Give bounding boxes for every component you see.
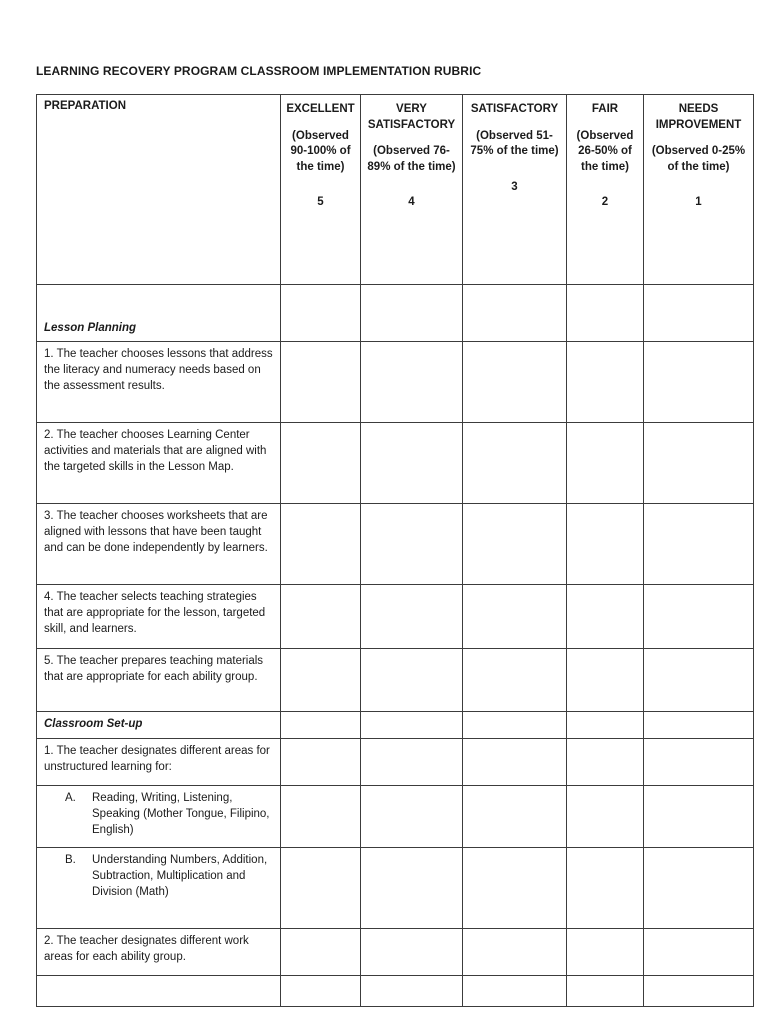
rating-cell <box>463 976 567 1007</box>
rating-cell <box>644 342 754 423</box>
criterion-text: Understanding Numbers, Addition, Subtraction, Multiplication and Division (Math) <box>92 854 268 899</box>
rating-cell <box>281 929 361 976</box>
rating-cell <box>361 786 463 848</box>
column-header-preparation: PREPARATION <box>37 95 281 285</box>
rating-cell <box>644 786 754 848</box>
rating-cell <box>281 504 361 585</box>
rating-cell <box>463 786 567 848</box>
rating-cell <box>567 976 644 1007</box>
rating-cell <box>644 712 754 739</box>
rating-description: (Observed 76-89% of the time) <box>367 145 456 173</box>
rating-cell <box>644 976 754 1007</box>
table-row <box>37 929 754 976</box>
rating-cell <box>644 423 754 504</box>
rating-cell <box>644 585 754 649</box>
criterion-lettered <box>37 786 281 848</box>
rating-cell <box>281 342 361 423</box>
rating-cell <box>567 649 644 712</box>
criterion-text <box>37 976 281 1007</box>
list-letter: B. <box>65 854 76 866</box>
rating-cell <box>463 929 567 976</box>
rating-cell <box>567 285 644 342</box>
criterion-text: 4. The teacher selects teaching strategies that are appropriate for the lesson, targeted skill, and learners. <box>37 585 281 649</box>
rating-cell <box>361 848 463 929</box>
criterion-text: 3. The teacher chooses worksheets that are aligned with lessons that have been taught and can be done independently by learners. <box>37 504 281 585</box>
criterion-text: 1. The teacher chooses lessons that address the literacy and numeracy needs based on the assessment results. <box>37 342 281 423</box>
column-header-satisfactory <box>463 95 567 285</box>
table-row <box>37 649 754 712</box>
rating-cell <box>361 929 463 976</box>
rating-label: EXCELLENT <box>286 103 355 115</box>
rating-cell <box>361 504 463 585</box>
rating-cell <box>644 848 754 929</box>
table-row <box>37 504 754 585</box>
rating-cell <box>463 649 567 712</box>
rating-cell <box>463 848 567 929</box>
rating-cell <box>644 649 754 712</box>
rating-cell <box>644 285 754 342</box>
rating-cell <box>567 929 644 976</box>
rating-cell <box>463 342 567 423</box>
rating-label: FAIR <box>591 103 619 115</box>
rating-cell <box>463 712 567 739</box>
criterion-text: 2. The teacher chooses Learning Center activities and materials that are aligned with the targeted skills in the Lesson Map. <box>37 423 281 504</box>
table-row <box>37 786 754 848</box>
rating-cell <box>361 342 463 423</box>
table-row <box>37 712 754 739</box>
column-header-needs-improvement <box>644 95 754 285</box>
rating-cell <box>281 712 361 739</box>
table-row <box>37 423 754 504</box>
rating-description: (Observed 90-100% of the time) <box>290 129 351 173</box>
rating-label: VERY SATISFACTORY <box>367 103 456 131</box>
rating-cell <box>463 423 567 504</box>
rating-cell <box>567 585 644 649</box>
header-row <box>37 95 754 285</box>
rating-cell <box>463 504 567 585</box>
column-header-excellent <box>281 95 361 285</box>
rating-cell <box>463 285 567 342</box>
rating-score: 1 <box>695 196 702 209</box>
criterion-text: 2. The teacher designates different work areas for each ability group. <box>37 929 281 976</box>
page-title: LEARNING RECOVERY PROGRAM CLASSROOM IMPLEMENTATION RUBRIC <box>36 64 482 78</box>
rating-score: 5 <box>317 196 324 209</box>
section-header-lesson-planning: Lesson Planning <box>37 285 281 342</box>
rating-cell <box>361 739 463 786</box>
table-row <box>37 285 754 342</box>
rating-cell <box>567 739 644 786</box>
rating-score: 2 <box>601 196 609 209</box>
table-row <box>37 976 754 1007</box>
rating-cell <box>281 848 361 929</box>
section-header-classroom-setup: Classroom Set-up <box>37 712 281 739</box>
rubric-table <box>36 94 754 1007</box>
rating-cell <box>644 739 754 786</box>
rating-cell <box>567 342 644 423</box>
list-letter: A. <box>65 792 76 804</box>
criterion-text: Reading, Writing, Listening, Speaking (Mother Tongue, Filipino, English) <box>92 792 270 837</box>
criterion-text: 5. The teacher prepares teaching materials that are appropriate for each ability group. <box>37 649 281 712</box>
rating-cell <box>281 739 361 786</box>
table-row <box>37 739 754 786</box>
rating-cell <box>463 585 567 649</box>
rating-score: 3 <box>511 180 518 193</box>
rating-cell <box>463 739 567 786</box>
rating-score: 4 <box>408 196 415 209</box>
criterion-text: 1. The teacher designates different areas for unstructured learning for: <box>37 739 281 786</box>
rating-cell <box>361 285 463 342</box>
rating-cell <box>361 423 463 504</box>
rating-description: (Observed 0-25% of the time) <box>651 145 746 173</box>
rating-cell <box>644 504 754 585</box>
rating-cell <box>361 585 463 649</box>
rating-cell <box>567 423 644 504</box>
table-row <box>37 342 754 423</box>
column-header-fair <box>567 95 644 285</box>
rating-label: SATISFACTORY <box>470 103 559 115</box>
rating-description: (Observed 26-50% of the time) <box>576 129 634 173</box>
criterion-lettered <box>37 848 281 929</box>
table-row <box>37 585 754 649</box>
rating-cell <box>644 929 754 976</box>
rating-cell <box>361 712 463 739</box>
rating-cell <box>361 976 463 1007</box>
rating-cell <box>281 786 361 848</box>
rating-cell <box>281 585 361 649</box>
rating-cell <box>567 848 644 929</box>
rating-cell <box>567 712 644 739</box>
rating-label: NEEDS IMPROVEMENT <box>655 103 742 131</box>
rating-cell <box>281 423 361 504</box>
rating-cell <box>567 786 644 848</box>
table-row <box>37 848 754 929</box>
rating-cell <box>281 285 361 342</box>
rating-cell <box>281 649 361 712</box>
rating-cell <box>361 649 463 712</box>
rating-cell <box>567 504 644 585</box>
column-header-very-satisfactory <box>361 95 463 285</box>
rating-description: (Observed 51-75% of the time) <box>470 129 559 158</box>
rating-cell <box>281 976 361 1007</box>
